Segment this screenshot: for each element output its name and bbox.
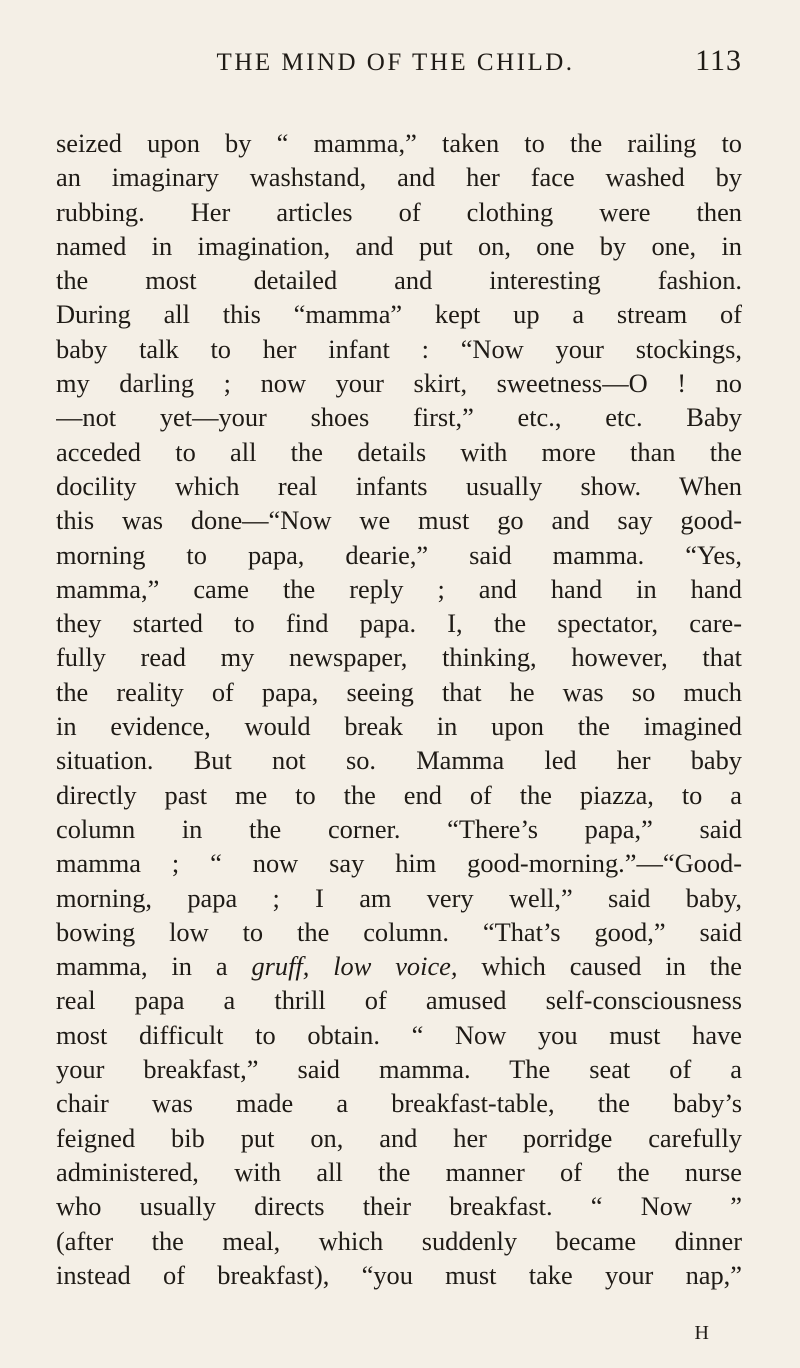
running-head: [56, 44, 742, 84]
text-line: most difficult to obtain. “ Now you must have: [56, 1019, 742, 1050]
italic-phrase: gruff, low voice,: [251, 951, 458, 982]
text-line-with-italic: [56, 949, 742, 983]
text-line: During all this “mamma” kept up a stream of: [56, 299, 742, 330]
text-line: mamma,” came the reply ; and hand in hand: [56, 573, 742, 604]
text-line: who usually directs their breakfast. “ Now ”: [56, 1191, 742, 1222]
text-line: acceded to all the details with more than the: [56, 436, 742, 467]
text-line: —not yet—your shoes first,” etc., etc. Baby: [56, 402, 742, 433]
running-title: THE MIND OF THE CHILD.: [216, 49, 575, 76]
text-line: morning to papa, dearie,” said mamma. “Yes,: [56, 539, 742, 570]
page-number: 113: [695, 44, 742, 77]
text-line: feigned bib put on, and her porridge carefully: [56, 1122, 742, 1153]
text-segment: which caused in the: [457, 951, 742, 982]
text-line: mamma ; “ now say him good-morning.”—“Good-: [56, 848, 742, 879]
text-line: the most detailed and interesting fashion.: [56, 265, 742, 296]
text-line: named in imagination, and put on, one by one, in: [56, 230, 742, 261]
text-line: chair was made a breakfast-table, the baby’s: [56, 1088, 742, 1119]
text-line: in evidence, would break in upon the imagined: [56, 711, 742, 742]
text-line: seized upon by “ mamma,” taken to the railing to: [56, 128, 742, 158]
text-line: the reality of papa, seeing that he was so much: [56, 676, 742, 707]
text-line: directly past me to the end of the piazza, to a: [56, 779, 742, 810]
text-line: docility which real infants usually show. When: [56, 470, 742, 501]
text-line: rubbing. Her articles of clothing were then: [56, 196, 742, 227]
text-line: (after the meal, which suddenly became dinner: [56, 1225, 742, 1256]
text-line: situation. But not so. Mamma led her baby: [56, 745, 742, 776]
text-line: this was done—“Now we must go and say good-: [56, 505, 742, 536]
text-line: an imaginary washstand, and her face washed by: [56, 162, 742, 193]
text-segment: mamma, in a: [56, 951, 252, 982]
text-line: instead of breakfast), “you must take your nap,”: [56, 1259, 742, 1290]
text-line: bowing low to the column. “That’s good,” said: [56, 916, 742, 947]
text-line: real papa a thrill of amused self-consciousness: [56, 985, 742, 1016]
text-line: your breakfast,” said mamma. The seat of a: [56, 1054, 742, 1085]
text-line: column in the corner. “There’s papa,” said: [56, 813, 742, 844]
text-line: fully read my newspaper, thinking, however, that: [56, 642, 742, 673]
text-line: morning, papa ; I am very well,” said baby,: [56, 882, 742, 913]
body-text: [56, 126, 742, 1292]
text-line: they started to find papa. I, the spectator, care-: [56, 608, 742, 639]
text-line: my darling ; now your skirt, sweetness—O ! no: [56, 368, 742, 399]
text-line: baby talk to her infant : “Now your stockings,: [56, 333, 742, 364]
text-line: administered, with all the manner of the nurse: [56, 1156, 742, 1187]
signature-mark: H: [694, 1322, 710, 1344]
